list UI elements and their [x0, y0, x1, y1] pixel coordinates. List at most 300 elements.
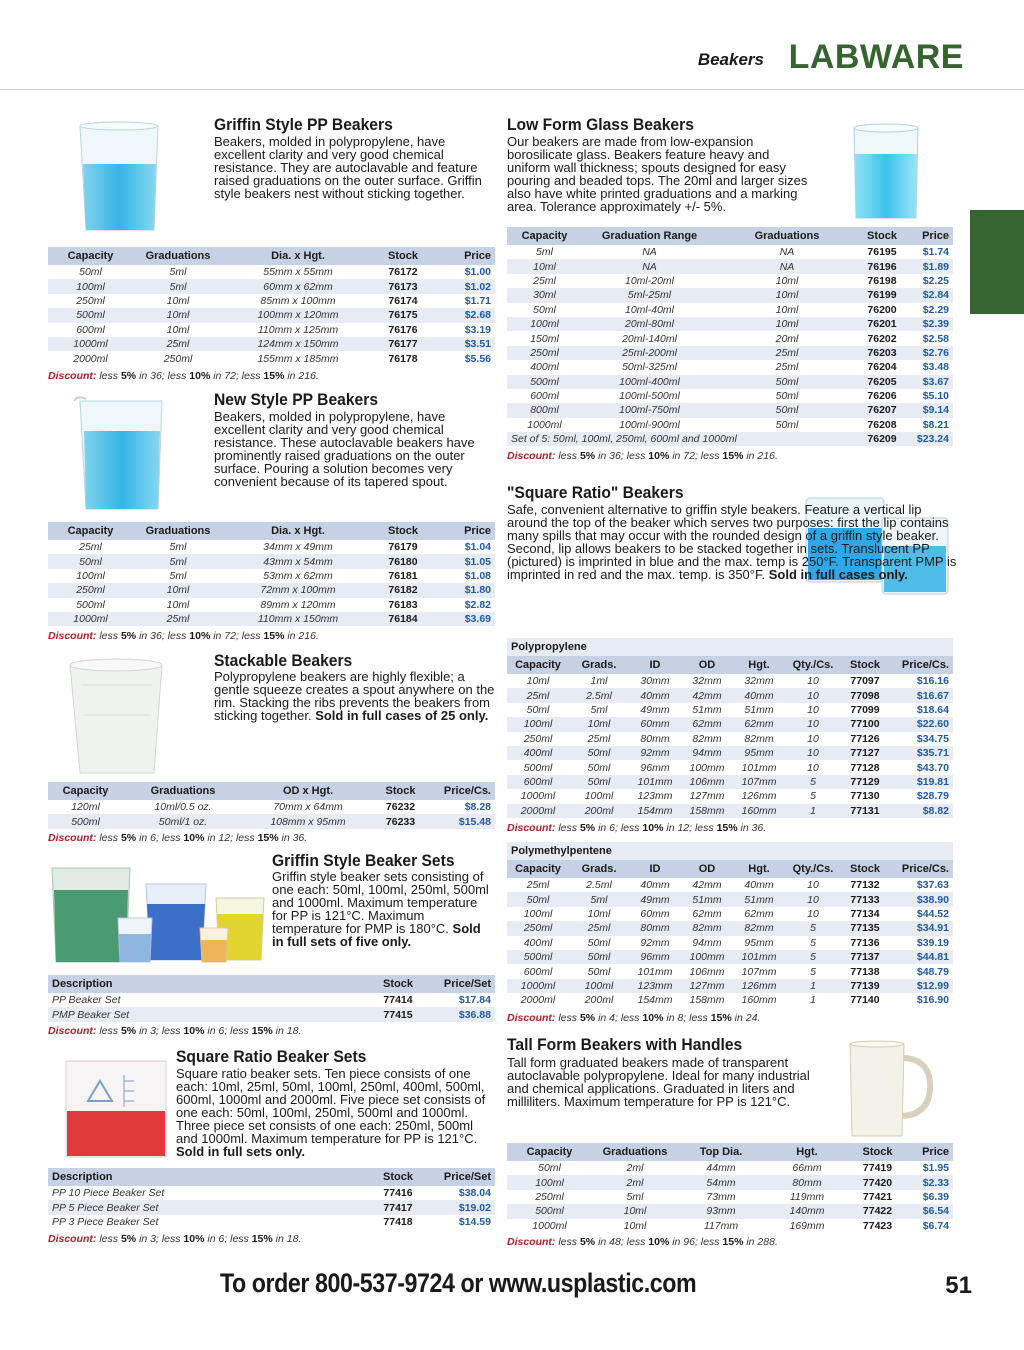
- cell-hgt: 126mm: [741, 790, 777, 803]
- table-row: [507, 259, 953, 273]
- cell-dimensions: 72mm x 100mm: [223, 583, 373, 597]
- cell-stock: 76177: [373, 337, 433, 351]
- discount-text: in 6; less: [598, 822, 640, 834]
- cell-grads: 100ml: [569, 979, 629, 993]
- discount-text: less: [99, 1233, 119, 1245]
- cell-hgt: 95mm: [744, 936, 774, 949]
- discount-pct: 15%: [722, 1236, 744, 1248]
- table-row: [507, 688, 953, 702]
- cell-grads: 25ml: [569, 921, 629, 935]
- cell-capacity: 50ml: [533, 303, 556, 316]
- cell-price: $1.71: [464, 294, 491, 307]
- stackable-description: [214, 670, 496, 722]
- cell-capacity: 50ml: [526, 703, 550, 716]
- cell-price: $2.68: [433, 308, 495, 322]
- discount-pct: 5%: [120, 630, 137, 642]
- col-hgt: Hgt.: [733, 860, 785, 878]
- cell-description: PP 3 Piece Beaker Set: [52, 1215, 159, 1228]
- col-id: ID: [629, 860, 681, 878]
- discount-pct: 15%: [251, 1233, 273, 1245]
- cell-graduations: 10ml: [775, 274, 799, 287]
- cell-hgt: 101mm: [741, 761, 777, 774]
- discount-text: in 72; less: [672, 450, 720, 462]
- cell-capacity: 25ml: [526, 879, 550, 892]
- cell-stock: 76172: [388, 266, 418, 279]
- cell-dimensions: 108mm x 95mm: [243, 814, 373, 828]
- discount-text: less: [99, 1025, 119, 1037]
- cell-hgt: 40mm: [744, 879, 774, 892]
- col-grads: Grads.: [569, 860, 629, 878]
- cell-description: PMP Beaker Set: [48, 1007, 368, 1021]
- cell-graduation-range: 50ml-325ml: [622, 361, 677, 374]
- cell-hgt: 95mm: [733, 746, 785, 760]
- cell-graduation-range: 20ml-80ml: [582, 317, 717, 331]
- cell-capacity: 500ml: [507, 950, 569, 964]
- cell-capacity: 600ml: [76, 323, 105, 336]
- cell-id: 80mm: [640, 732, 670, 745]
- cell-price: $37.63: [916, 879, 949, 892]
- lowform-beaker-photo: [848, 122, 922, 222]
- cell-stock: 77131: [841, 804, 889, 818]
- stackable-beaker-photo: [62, 655, 174, 777]
- table-row: [48, 814, 495, 828]
- cell-od: 100mm: [681, 950, 733, 964]
- cell-hgt: 82mm: [744, 732, 774, 745]
- discount-text: in 36; less: [139, 370, 187, 382]
- cell-grads: 1ml: [590, 675, 608, 688]
- cell-stock: 77134: [850, 907, 880, 920]
- table-row: [48, 337, 495, 351]
- col-price: Price/Set: [428, 975, 495, 993]
- square-ratio-pmp-table: [507, 842, 953, 1008]
- discount-pct: 5%: [579, 1236, 596, 1248]
- cell-price: $2.33: [905, 1175, 953, 1189]
- discount-text: less: [558, 450, 578, 462]
- cell-graduations: 5ml: [169, 541, 187, 554]
- cell-id: 123mm: [629, 979, 681, 993]
- cell-stock: 76196: [857, 259, 907, 273]
- cell-capacity: 250ml: [76, 294, 105, 307]
- cell-stock: 77138: [850, 965, 880, 978]
- cell-graduations: 20ml: [775, 332, 799, 345]
- discount-label: Discount:: [507, 822, 556, 834]
- cell-grads: 5ml: [569, 892, 629, 906]
- cell-graduations: 50ml: [717, 403, 857, 417]
- discount-label: Discount:: [48, 370, 97, 382]
- cell-stock: 76201: [857, 317, 907, 331]
- cell-price: $6.39: [922, 1190, 949, 1203]
- cell-dimensions: 89mm x 120mm: [260, 598, 336, 611]
- col-stock: Stock: [368, 1168, 428, 1186]
- square-ratio-desc-text: Safe, convenient alternative to griffin style beakers. Feature a vertical lip around the top of the beaker which serves two purposes: first the lip contains many spills that may occur with the rounded design of a griffin style beaker. Second, lip allows beakers to be stacked together in sets. Translucent PP (pictured) is imprinted in blue and the max. temp is 250°F. Transparent PMP is imprinted in red and the max. temp. is 350°F.: [507, 502, 957, 582]
- cell-price: $1.08: [464, 569, 491, 582]
- cell-price: $34.75: [916, 732, 949, 745]
- col-od: OD: [681, 860, 733, 878]
- col-price: Price: [907, 227, 953, 245]
- col-stock: Stock: [373, 247, 433, 265]
- cell-price: $36.88: [428, 1007, 495, 1021]
- stackable-desc-text: Polypropylene beakers are highly flexible; a gentle squeeze creates a spout anywhere on the rim. Stacking the ribs prevents the beakers from sticking together.: [214, 669, 495, 723]
- cell-capacity: 500ml: [507, 375, 582, 389]
- stackable-title: Stackable Beakers: [214, 651, 353, 670]
- col-dimensions: Dia. x Hgt.: [223, 247, 373, 265]
- cell-graduation-range: 20ml-140ml: [622, 332, 677, 345]
- table-row: [507, 317, 953, 331]
- discount-text: in 12; less: [207, 832, 255, 844]
- cell-graduations: 10ml: [775, 303, 799, 316]
- cell-dimensions: 70mm x 64mm: [273, 801, 343, 814]
- cell-capacity: 25ml: [507, 688, 569, 702]
- col-price: Price: [905, 1143, 953, 1161]
- cell-graduation-range: NA: [582, 259, 717, 273]
- cell-price: $6.54: [905, 1204, 953, 1218]
- cell-capacity: 150ml: [530, 332, 559, 345]
- cell-price: $8.28: [464, 801, 491, 814]
- newstyle-description: Beakers, molded in polypropylene, have excellent clarity and very good chemical resistance. These autoclavable beakers have prominently raised graduations on the outer surface. Pouring a solution becomes very convenient because of its tapered spout.: [214, 409, 475, 489]
- cell-top-dia: 73mm: [706, 1190, 736, 1203]
- discount-text: in 18.: [275, 1025, 302, 1037]
- cell-description: PP 5 Piece Beaker Set: [48, 1200, 368, 1214]
- discount-pct: 10%: [183, 1025, 205, 1037]
- table-row: [507, 760, 953, 774]
- cell-stock: 77128: [850, 761, 880, 774]
- discount-label: Discount:: [48, 832, 97, 844]
- cell-grads: 100ml: [584, 790, 614, 803]
- cell-od: 82mm: [681, 921, 733, 935]
- col-graduations: Graduations: [133, 522, 223, 540]
- discount-text: in 36; less: [139, 630, 187, 642]
- discount-text: less: [558, 822, 578, 834]
- cell-capacity: 30ml: [507, 288, 582, 302]
- cell-price: $1.02: [433, 279, 495, 293]
- cell-top-dia: 54mm: [678, 1175, 764, 1189]
- col-price: Price/Set: [428, 1168, 495, 1186]
- table-row: [48, 800, 495, 814]
- cell-capacity: 10ml: [507, 259, 582, 273]
- pmp-label: Polymethylpentene: [507, 842, 953, 860]
- griffin-sets-title: Griffin Style Beaker Sets: [272, 851, 455, 870]
- square-ratio-pmp-discount: [507, 1012, 760, 1024]
- cell-stock: 77100: [841, 717, 889, 731]
- cell-id: 40mm: [629, 688, 681, 702]
- cell-qty: 5: [810, 965, 816, 978]
- cell-graduations: 5ml: [626, 1190, 644, 1203]
- discount-pct: 10%: [189, 370, 211, 382]
- discount-pct: 5%: [579, 450, 596, 462]
- cell-capacity: 1000ml: [520, 790, 556, 803]
- discount-pct: 10%: [189, 630, 211, 642]
- col-qty: Qty./Cs.: [785, 860, 841, 878]
- cell-id: 60mm: [629, 717, 681, 731]
- discount-text: less: [558, 1236, 578, 1248]
- table-row: [48, 279, 495, 293]
- griffin-sets-desc-bold: Sold in full sets of five only.: [272, 921, 481, 949]
- cell-capacity: 1000ml: [532, 1219, 567, 1232]
- cell-grads: 5ml: [590, 703, 608, 716]
- cell-stock: 76178: [388, 352, 418, 365]
- cell-od: 62mm: [692, 907, 722, 920]
- cell-graduation-range: 25ml-200ml: [582, 346, 717, 360]
- col-capacity: Capacity: [48, 782, 123, 800]
- griffin-sets-desc-text: Griffin style beaker sets consisting of one each: 50ml, 100ml, 250ml, 500ml and 1000ml. Maximum temperature for PP is 121°C. Maximum temperature for PMP is 180°C.: [272, 869, 489, 936]
- cell-price: $1.74: [922, 246, 949, 259]
- cell-capacity: 100ml: [507, 717, 569, 731]
- cell-capacity: 250ml: [535, 1190, 564, 1203]
- cell-stock: 77136: [850, 936, 880, 949]
- cell-price: $17.84: [458, 994, 491, 1007]
- cell-dimensions: 110mm x 125mm: [257, 323, 339, 336]
- griffin-sets-description: [272, 870, 494, 948]
- table-row: [48, 993, 495, 1007]
- cell-stock: 76173: [373, 279, 433, 293]
- cell-capacity: 500ml: [48, 308, 133, 322]
- cell-grads: 50ml: [587, 965, 611, 978]
- cell-grads: 10ml: [587, 907, 611, 920]
- cell-price: $2.84: [907, 288, 953, 302]
- col-hgt: Hgt.: [764, 1143, 850, 1161]
- col-id: ID: [629, 656, 681, 674]
- table-row: [48, 598, 495, 612]
- cell-capacity: 500ml: [523, 761, 553, 774]
- cell-price: $2.39: [907, 317, 953, 331]
- cell-capacity: 500ml: [76, 598, 105, 611]
- discount-pct: 15%: [257, 832, 279, 844]
- cell-grads: 200ml: [569, 804, 629, 818]
- discount-text: less: [99, 630, 119, 642]
- cell-stock: 77132: [850, 879, 880, 892]
- cell-price: $16.16: [916, 675, 949, 688]
- cell-price: $14.59: [458, 1215, 491, 1228]
- table-row: [507, 674, 953, 688]
- cell-stock: 77130: [850, 790, 880, 803]
- cell-capacity: 100ml: [507, 317, 582, 331]
- cell-qty: 5: [785, 921, 841, 935]
- cell-capacity: 1000ml: [48, 337, 133, 351]
- cell-price: $3.67: [907, 375, 953, 389]
- cell-stock: 76233: [373, 814, 428, 828]
- discount-text: in 8; less: [666, 1012, 708, 1024]
- discount-pct: 10%: [648, 450, 670, 462]
- griffin-sets-discount: [48, 1025, 301, 1037]
- cell-price: $18.64: [916, 703, 949, 716]
- table-row: [507, 418, 953, 432]
- cell-stock: 77420: [850, 1175, 905, 1189]
- square-ratio-title: "Square Ratio" Beakers: [507, 483, 684, 502]
- tallform-discount: [507, 1236, 778, 1248]
- cell-stock: 77418: [383, 1215, 413, 1228]
- cell-stock: 77423: [862, 1219, 893, 1232]
- table-row: [48, 308, 495, 322]
- cell-price: $48.79: [916, 965, 949, 978]
- cell-od: 106mm: [681, 775, 733, 789]
- col-hgt: Hgt.: [733, 656, 785, 674]
- cell-capacity: 600ml: [523, 965, 553, 978]
- cell-qty: 10: [785, 892, 841, 906]
- col-stock: Stock: [841, 656, 889, 674]
- stackable-desc-bold: Sold in full cases of 25 only.: [315, 708, 489, 723]
- discount-pct: 5%: [579, 1012, 596, 1024]
- cell-stock: 76206: [867, 390, 897, 403]
- square-ratio-description: [507, 503, 957, 581]
- table-row: [48, 569, 495, 583]
- cell-capacity: 50ml: [48, 554, 133, 568]
- cell-price: $6.74: [922, 1219, 949, 1232]
- stackable-table: [48, 782, 495, 829]
- cell-od: 158mm: [689, 994, 725, 1007]
- cell-price: $39.19: [916, 936, 949, 949]
- cell-hgt: 32mm: [744, 675, 774, 688]
- table-row: [48, 265, 495, 279]
- square-sets-desc-bold: Sold in full sets only.: [176, 1144, 306, 1159]
- cell-stock: 76182: [373, 583, 433, 597]
- table-row: [507, 979, 953, 993]
- cell-stock: 76184: [373, 612, 433, 626]
- cell-stock: 76181: [388, 569, 418, 582]
- cell-price: $15.48: [428, 814, 495, 828]
- cell-od: 42mm: [681, 688, 733, 702]
- cell-price: $3.48: [922, 361, 949, 374]
- cell-hgt: 107mm: [733, 775, 785, 789]
- cell-qty: 5: [810, 790, 816, 803]
- table-row: [507, 360, 953, 374]
- table-row: [507, 878, 953, 892]
- square-sets-desc-text: Square ratio beaker sets. Ten piece consists of one each: 10ml, 25ml, 50ml, 100ml, 250ml, 400ml, 500ml, 600ml, 1000ml and 2000ml. Five piece set consists of one each: 50ml, 100ml, 250ml, 500ml and 1000ml. Three piece set consists of one each: 250ml, 500ml and 1000ml. Maximum temperature for PP is 121°C.: [176, 1066, 486, 1146]
- cell-od: 106mm: [689, 965, 725, 978]
- cell-price: $12.99: [889, 979, 953, 993]
- table-row: [507, 331, 953, 345]
- discount-pct: 10%: [183, 1233, 205, 1245]
- newstyle-beaker-photo: [72, 393, 172, 515]
- cell-grads: 2.5ml: [586, 879, 612, 892]
- cell-stock: 77417: [368, 1200, 428, 1214]
- col-stock: Stock: [368, 975, 428, 993]
- cell-graduations: 50ml: [775, 390, 799, 403]
- pp-label: Polypropylene: [507, 638, 953, 656]
- cell-id: 101mm: [637, 965, 673, 978]
- cell-graduations: 10ml: [166, 598, 190, 611]
- cell-od: 42mm: [692, 879, 722, 892]
- cell-od: 127mm: [681, 979, 733, 993]
- square-ratio-desc-bold: Sold in full cases only.: [768, 567, 908, 582]
- discount-text: in 216.: [746, 450, 778, 462]
- cell-stock: 77414: [383, 994, 413, 1007]
- discount-text: in 12; less: [666, 822, 714, 834]
- cell-stock: 76195: [867, 246, 897, 259]
- cell-price: $16.67: [889, 688, 953, 702]
- col-price: Price/Cs.: [428, 782, 495, 800]
- cell-graduations: 10ml/0.5 oz.: [154, 801, 212, 814]
- cell-hgt: 51mm: [733, 892, 785, 906]
- cell-graduations: 10ml: [623, 1219, 647, 1232]
- cell-qty: 10: [807, 703, 819, 716]
- cell-capacity: 600ml: [530, 390, 559, 403]
- table-row: [48, 1007, 495, 1021]
- cell-od: 82mm: [692, 732, 722, 745]
- cell-capacity: 50ml: [538, 1162, 561, 1175]
- cell-price: $9.14: [907, 403, 953, 417]
- cell-capacity: 400ml: [523, 936, 553, 949]
- cell-dimensions: 110mm x 150mm: [223, 612, 373, 626]
- table-row: [507, 375, 953, 389]
- cell-id: 123mm: [637, 790, 673, 803]
- discount-pct: 10%: [183, 832, 205, 844]
- cell-graduations: 2ml: [626, 1162, 644, 1175]
- cell-graduations: NA: [717, 259, 857, 273]
- cell-capacity: 400ml: [507, 746, 569, 760]
- cell-id: 40mm: [640, 879, 670, 892]
- discount-pct: 5%: [120, 1025, 137, 1037]
- cell-od: 51mm: [681, 892, 733, 906]
- cell-stock: 77415: [368, 1007, 428, 1021]
- table-row-set: [507, 432, 953, 446]
- cell-graduations: 50ml/1 oz.: [123, 814, 243, 828]
- cell-qty: 5: [785, 775, 841, 789]
- cell-grads: 2.5ml: [569, 688, 629, 702]
- cell-stock: 76205: [857, 375, 907, 389]
- col-dimensions: Dia. x Hgt.: [223, 522, 373, 540]
- cell-graduations: 10ml: [133, 308, 223, 322]
- cell-capacity: 1000ml: [527, 418, 562, 431]
- cell-stock: 76176: [388, 323, 418, 336]
- lowform-discount: [507, 450, 778, 462]
- cell-price: $1.04: [464, 541, 491, 554]
- lowform-description: Our beakers are made from low-expansion borosilicate glass. Beakers feature heavy and uniform wall thickness; spouts designed for easy pouring and beaded tops. The 20ml and larger sizes also have white printed graduations and a marking area. Tolerance approximately +/- 5%.: [507, 134, 808, 214]
- cell-price: $1.80: [433, 583, 495, 597]
- discount-pct: 15%: [710, 1012, 732, 1024]
- griffin-beaker-photo: [70, 118, 170, 238]
- cell-price: $3.51: [433, 337, 495, 351]
- col-qty: Qty./Cs.: [785, 656, 841, 674]
- cell-graduations: 10ml: [717, 288, 857, 302]
- square-sets-description: [176, 1067, 492, 1158]
- table-row: [507, 907, 953, 921]
- discount-text: in 4; less: [598, 1012, 640, 1024]
- cell-capacity: 120ml: [71, 801, 100, 814]
- cell-hgt: 62mm: [733, 717, 785, 731]
- cell-qty: 1: [810, 994, 816, 1007]
- cell-capacity: 25ml: [79, 541, 102, 554]
- discount-pct: 15%: [251, 1025, 273, 1037]
- discount-text: in 36.: [281, 832, 308, 844]
- col-stock: Stock: [373, 782, 428, 800]
- table-row: [507, 1204, 953, 1218]
- cell-graduations: 50ml: [717, 375, 857, 389]
- cell-dimensions: 55mm x 55mm: [263, 266, 333, 279]
- cell-qty: 10: [807, 907, 819, 920]
- cell-hgt: 82mm: [733, 921, 785, 935]
- cell-hgt: 62mm: [744, 907, 774, 920]
- cell-od: 51mm: [692, 703, 722, 716]
- col-capacity: Capacity: [48, 522, 133, 540]
- cell-stock: 77099: [850, 703, 880, 716]
- cell-id: 30mm: [640, 675, 670, 688]
- cell-od: 62mm: [681, 717, 733, 731]
- cell-description: Set of 5: 50ml, 100ml, 250ml, 600ml and 1000ml: [507, 432, 857, 446]
- discount-text: in 3; less: [139, 1025, 181, 1037]
- cell-stock: 77137: [841, 950, 889, 964]
- cell-price: $35.71: [889, 746, 953, 760]
- cell-price: $2.25: [922, 274, 949, 287]
- cell-graduations: 50ml: [775, 418, 799, 431]
- cell-capacity: 100ml: [523, 907, 553, 920]
- table-row: [507, 775, 953, 789]
- cell-stock: 76209: [857, 432, 907, 446]
- discount-pct: 5%: [120, 1233, 137, 1245]
- discount-text: less: [558, 1012, 578, 1024]
- cell-capacity: 10ml: [526, 675, 550, 688]
- discount-pct: 10%: [648, 1236, 670, 1248]
- cell-qty: 5: [810, 936, 816, 949]
